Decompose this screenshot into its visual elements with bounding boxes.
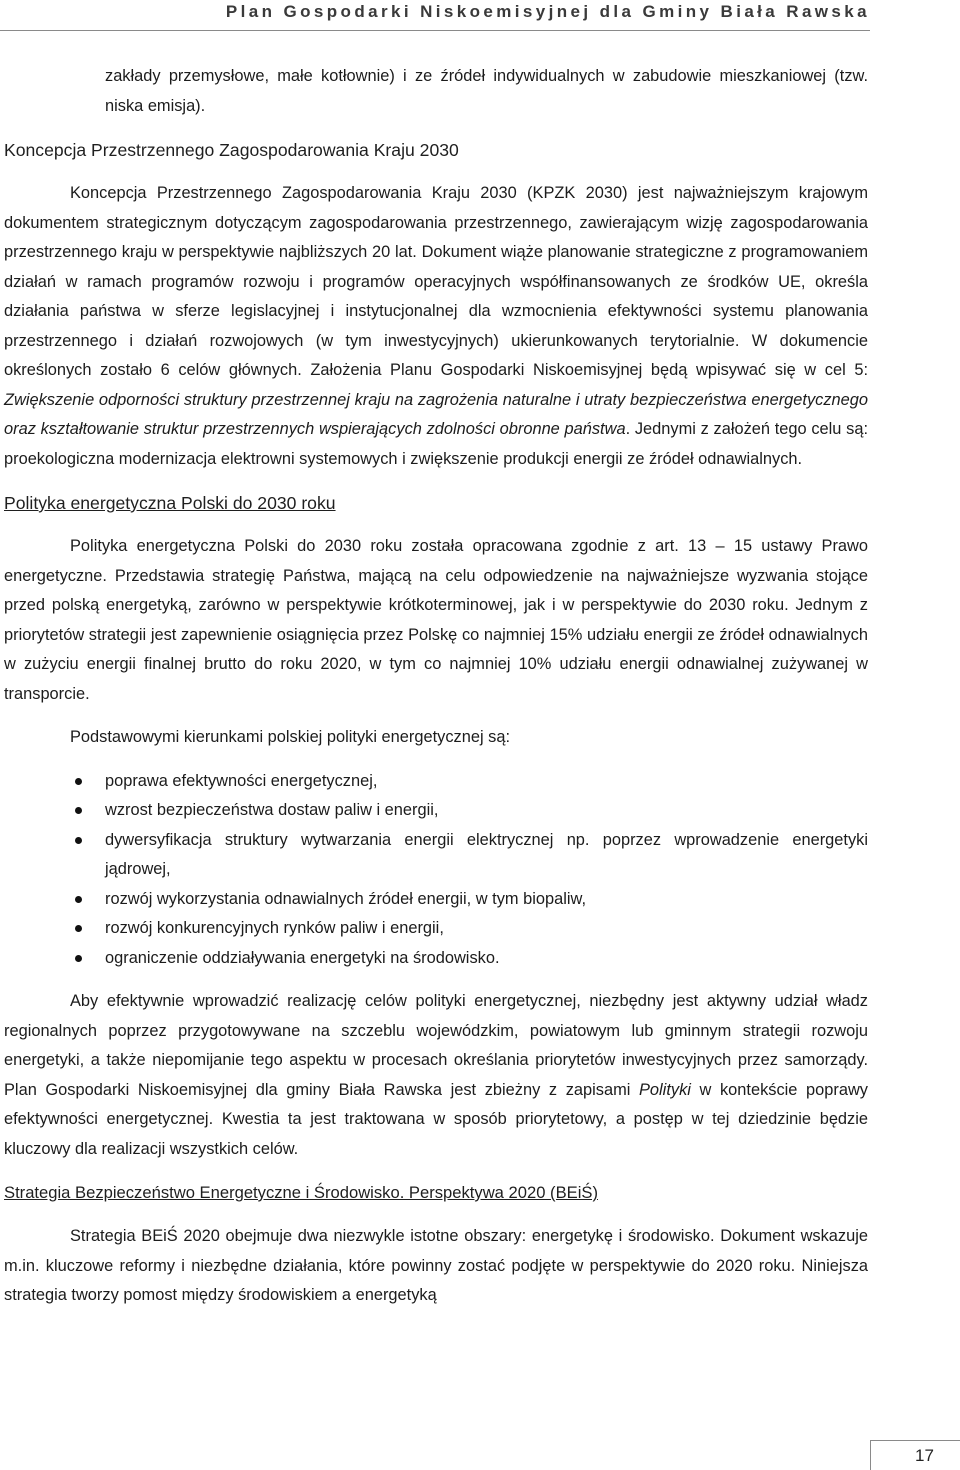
page-number: 17	[915, 1446, 934, 1465]
list-item: dywersyfikacja struktury wytwarzania energii elektrycznej np. poprzez wprowadzenie energetyki jądrowej,	[4, 826, 868, 885]
list-item: rozwój wykorzystania odnawialnych źródeł energii, w tym biopaliw,	[4, 885, 868, 915]
bullet-icon	[75, 837, 82, 844]
bullet-icon	[75, 955, 82, 962]
polityka-lead: Podstawowymi kierunkami polskiej polityki energetycznej są:	[70, 728, 511, 746]
polityka-bullet-list	[4, 767, 868, 974]
page-header	[0, 0, 870, 31]
bullet-icon	[75, 925, 82, 932]
document-body	[4, 62, 868, 1311]
kpzk-paragraph	[4, 179, 868, 474]
polityki-italic: Polityki	[638, 1080, 691, 1099]
kpzk-goal-italic: Zwiększenie odporności struktury przestrzennej kraju na zagrożenia naturalne i utraty bezpieczeństwa energetycznego oraz kształtowanie struktur przestrzennych wspierających zdolności obronne państwa	[4, 390, 868, 438]
bullet-icon	[75, 896, 82, 903]
kpzk-text-a: Koncepcja Przestrzennego Zagospodarowania Kraju 2030 (KPZK 2030) jest najważniejszym krajowym dokumentem strategicznym dotyczącym zagospodarowania przestrzennego, zawierającym wizję zagospodarowania przestrzennego kraju w perspektywie najbliższych 20 lat. Dokument wiąże planowanie strategiczne z programowaniem działań w ramach programów rozwoju i programów operacyjnych współfinansowanych ze środków UE, określa działania państwa w sferze legislacyjnej i instytucjonalnej dla wzmocnienia efektywności systemu planowania przestrzennego i działań rozwojowych (w tym inwestycyjnych) ukierunkowanych terytorialnie. W dokumencie określonych zostało 6 celów głównych. Założenia Planu Gospodarki Niskoemisyjnej będą wpisywać się w cel 5:	[4, 184, 868, 379]
kpzk-text-b: . Jednymi z założeń tego celu są: proekologiczna modernizacja elektrowni systemowych i zwiększenie produkcji energii ze źródeł odnawialnych.	[4, 420, 868, 468]
intro-paragraph: zakłady przemysłowe, małe kotłownie) i ze źródeł indywidualnych w zabudowie mieszkaniowej (tzw. niska emisja).	[105, 67, 868, 115]
section-heading-kpzk: Koncepcja Przestrzennego Zagospodarowania Kraju 2030	[4, 140, 459, 160]
polityka-paragraph: Polityka energetyczna Polski do 2030 roku została opracowana zgodnie z art. 13 – 15 ustawy Prawo energetyczne. Przedstawia strategię Państwa, mającą na celu odpowiedzenie na najważniejsze wyzwania stojące przed polską energetyką, zarówno w perspektywie krótkoterminowej, jak i w perspektywie do 2030 roku. Jednym z priorytetów strategii jest zapewnienie osiągnięcia przez Polskę co najmniej 15% udziału energii ze źródeł odnawialnych w zużyciu energii finalnej brutto do roku 2020, w tym co najmniej 10% udziału energii odnawialnej zużywanej w transporcie.	[4, 537, 868, 703]
section-heading-beis: Strategia Bezpieczeństwo Energetyczne i Środowisko. Perspektywa 2020 (BEiŚ)	[4, 1183, 598, 1202]
list-item: poprawa efektywności energetycznej,	[4, 767, 868, 797]
list-item: rozwój konkurencyjnych rynków paliw i energii,	[4, 914, 868, 944]
list-item: wzrost bezpieczeństwa dostaw paliw i energii,	[4, 796, 868, 826]
list-item: ograniczenie oddziaływania energetyki na środowisko.	[4, 944, 868, 974]
bullet-icon	[75, 807, 82, 814]
polityka-closing-paragraph: Aby efektywnie wprowadzić realizację celów polityki energetycznej, niezbędny jest aktywny udział władz regionalnych poprzez przygotowywane na szczeblu wojewódzkim, powiatowym lub gminnym strategii rozwoju energetyki, a także niepomijanie tego aspektu w procesach określania priorytetów inwestycyjnych przez samorządy. Plan Gospodarki Niskoemisyjnej dla gminy Biała Rawska jest zbieżny z zapisami Polityki w kontekście poprawy efektywności energetycznej. Kwestia ta jest traktowana w sposób priorytetowy, a postęp w tej dziedzinie będzie kluczowy dla realizacji wszystkich celów.	[4, 992, 868, 1158]
document-title: Plan Gospodarki Niskoemisyjnej dla Gminy Biała Rawska	[225, 2, 870, 21]
bullet-icon	[75, 778, 82, 785]
section-heading-polityka: Polityka energetyczna Polski do 2030 roku	[4, 493, 336, 513]
beis-paragraph: Strategia BEiŚ 2020 obejmuje dwa niezwykle istotne obszary: energetykę i środowisko. Dokument wskazuje m.in. kluczowe reformy i niezbędne działania, które powinny zostać podjęte w perspektywie do 2020 roku. Niniejsza strategia tworzy pomost między środowiskiem a energetyką	[4, 1227, 868, 1304]
